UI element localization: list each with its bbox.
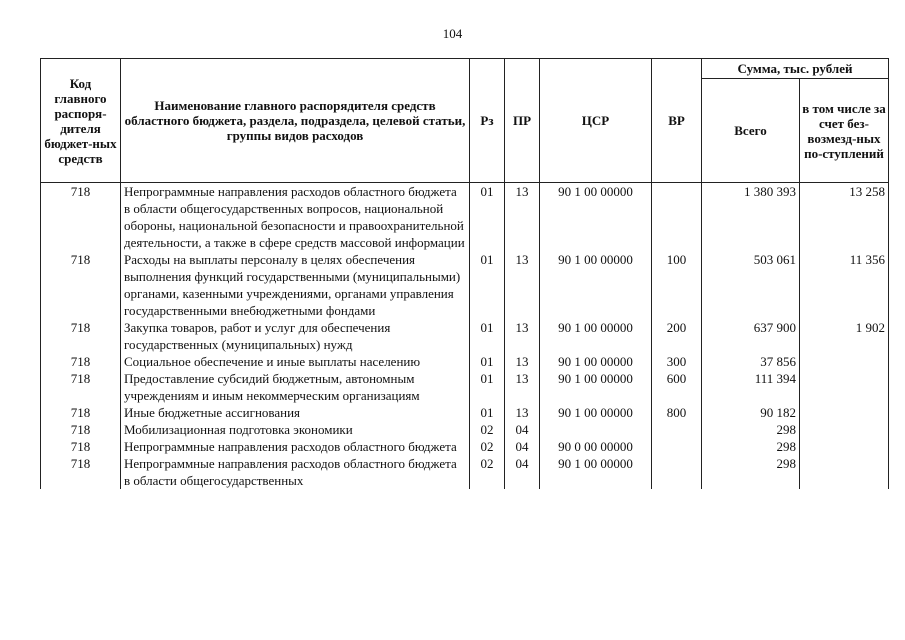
row-csr: 90 1 00 00000 [540, 353, 652, 370]
row-vr: 100 [652, 251, 702, 319]
table-row [41, 183, 889, 252]
row-name: Иные бюджетные ассигнования [121, 404, 470, 421]
row-rz: 01 [470, 353, 505, 370]
row-code: 718 [41, 353, 121, 370]
row-pr: 04 [505, 455, 540, 489]
row-total: 503 061 [702, 251, 800, 319]
row-incl: 13 258 [800, 183, 889, 252]
row-csr: 90 1 00 00000 [540, 370, 652, 404]
row-csr [540, 421, 652, 438]
row-code: 718 [41, 319, 121, 353]
row-csr: 90 1 00 00000 [540, 319, 652, 353]
row-vr [652, 421, 702, 438]
row-vr [652, 183, 702, 252]
row-rz: 01 [470, 319, 505, 353]
row-rz: 02 [470, 455, 505, 489]
row-name: Расходы на выплаты персоналу в целях обеспечения выполнения функций государственными (муниципальными) органами, казенными учреждениями, органами управления государственными внебюджетными фондами [121, 251, 470, 319]
row-name: Непрограммные направления расходов областного бюджета в области общегосударственных вопросов, национальной обороны, национальной безопасности и правоохранительной деятельности, а также в сфере средств массовой информации [121, 183, 470, 252]
table-row [41, 319, 889, 353]
header-code: Код главного распоря-дителя бюджет-ных средств [41, 59, 121, 183]
row-total: 37 856 [702, 353, 800, 370]
row-total: 111 394 [702, 370, 800, 404]
row-code: 718 [41, 251, 121, 319]
row-rz: 01 [470, 404, 505, 421]
row-csr: 90 0 00 00000 [540, 438, 652, 455]
row-csr: 90 1 00 00000 [540, 251, 652, 319]
row-name: Мобилизационная подготовка экономики [121, 421, 470, 438]
row-pr: 04 [505, 438, 540, 455]
table-row [41, 370, 889, 404]
table-row [41, 455, 889, 489]
row-code: 718 [41, 455, 121, 489]
row-name: Закупка товаров, работ и услуг для обеспечения государственных (муниципальных) нужд [121, 319, 470, 353]
row-vr: 600 [652, 370, 702, 404]
table-row [41, 404, 889, 421]
row-rz: 01 [470, 251, 505, 319]
row-pr: 13 [505, 370, 540, 404]
row-incl [800, 438, 889, 455]
row-code: 718 [41, 370, 121, 404]
row-name: Непрограммные направления расходов областного бюджета [121, 438, 470, 455]
row-total: 298 [702, 438, 800, 455]
row-rz: 01 [470, 370, 505, 404]
row-csr: 90 1 00 00000 [540, 183, 652, 252]
row-incl [800, 353, 889, 370]
row-code: 718 [41, 404, 121, 421]
row-total: 298 [702, 455, 800, 489]
header-csr: ЦСР [540, 59, 652, 183]
row-total: 298 [702, 421, 800, 438]
table-row [41, 421, 889, 438]
row-rz: 02 [470, 438, 505, 455]
table-row [41, 438, 889, 455]
row-pr: 13 [505, 319, 540, 353]
row-total: 90 182 [702, 404, 800, 421]
row-incl [800, 421, 889, 438]
header-rz: Рз [470, 59, 505, 183]
row-incl [800, 455, 889, 489]
row-name: Непрограммные направления расходов областного бюджета в области общегосударственных [121, 455, 470, 489]
header-vr: ВР [652, 59, 702, 183]
table-row [41, 353, 889, 370]
row-rz: 02 [470, 421, 505, 438]
header-incl: в том числе за счет без-возмезд-ных по-ступлений [800, 79, 889, 183]
row-vr: 800 [652, 404, 702, 421]
row-incl [800, 370, 889, 404]
row-pr: 04 [505, 421, 540, 438]
row-pr: 13 [505, 353, 540, 370]
table-row [41, 251, 889, 319]
row-code: 718 [41, 421, 121, 438]
row-vr [652, 455, 702, 489]
header-name: Наименование главного распорядителя средств областного бюджета, раздела, подраздела, целевой статьи, группы видов расходов [121, 59, 470, 183]
row-vr: 300 [652, 353, 702, 370]
row-pr: 13 [505, 251, 540, 319]
row-csr: 90 1 00 00000 [540, 455, 652, 489]
page-number: 104 [442, 26, 463, 41]
header-pr: ПР [505, 59, 540, 183]
row-name: Социальное обеспечение и иные выплаты населению [121, 353, 470, 370]
row-name: Предоставление субсидий бюджетным, автономным учреждениям и иным некоммерческим организациям [121, 370, 470, 404]
row-vr [652, 438, 702, 455]
header-total: Всего [702, 79, 800, 183]
row-vr: 200 [652, 319, 702, 353]
row-code: 718 [41, 438, 121, 455]
row-code: 718 [41, 183, 121, 252]
row-pr: 13 [505, 183, 540, 252]
row-incl [800, 404, 889, 421]
row-csr: 90 1 00 00000 [540, 404, 652, 421]
row-rz: 01 [470, 183, 505, 252]
row-incl: 11 356 [800, 251, 889, 319]
row-total: 637 900 [702, 319, 800, 353]
row-total: 1 380 393 [702, 183, 800, 252]
header-sum-group: Сумма, тыс. рублей [702, 59, 889, 79]
row-pr: 13 [505, 404, 540, 421]
budget-table [40, 58, 889, 489]
row-incl: 1 902 [800, 319, 889, 353]
